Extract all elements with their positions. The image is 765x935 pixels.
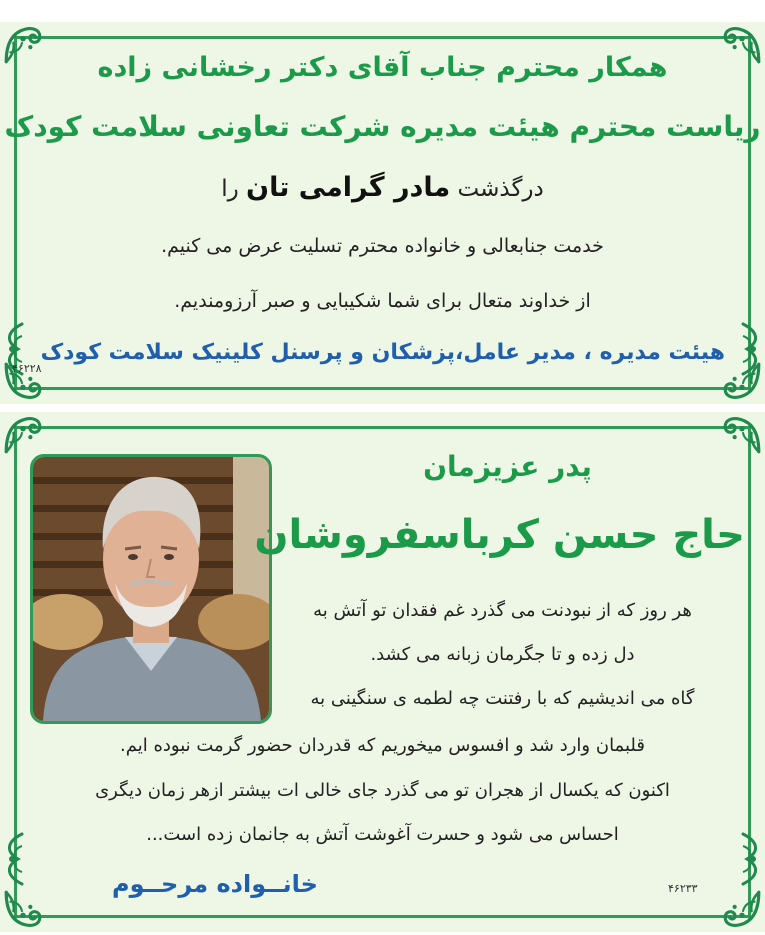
condolence-notice-1	[0, 22, 765, 404]
notice-1-signature: هیئت مدیره ، مدیر عامل،پزشکان و پرسنل کلینیک سلامت کودک	[40, 340, 725, 365]
body-line: احساس می شود و حسرت آغوشت آتش به جانمان زده است...	[146, 824, 619, 845]
body-line: اکنون که یکسال از هجران تو می گذرد جای خالی ات بیشتر ازهر زمان دیگری	[95, 780, 670, 801]
floral-side-icon	[737, 322, 765, 376]
line-3-prefix: درگذشت	[457, 176, 544, 202]
body-line: قلبمان وارد شد و افسوس میخوریم که قدردان حضور گرمت نبوده ایم.	[120, 735, 645, 756]
notice-1-line-3	[0, 172, 765, 203]
notice-1-line-1: همکار محترم جناب آقای دکتر رخشانی زاده	[97, 52, 668, 83]
memorial-notice-2	[0, 412, 765, 932]
floral-corner-icon	[721, 888, 763, 930]
body-line: دل زده و تا جگرمان زبانه می کشد.	[370, 644, 635, 665]
notice-1-line-4: خدمت جنابعالی و خانواده محترم تسلیت عرض می کنیم.	[161, 235, 604, 257]
notice-1-frame	[14, 36, 751, 390]
notice-1-line-5: از خداوند متعال برای شما شکیبایی و صبر آرزومندیم.	[174, 290, 591, 312]
floral-side-icon	[737, 832, 765, 886]
notice-1-code: ۴۶۲۲۸	[12, 362, 42, 375]
line-3-bold: مادر گرامی تان	[246, 172, 451, 203]
notice-1-line-2: ریاست محترم هیئت مدیره شرکت تعاونی سلامت کودک	[4, 110, 761, 143]
floral-side-icon	[0, 832, 28, 886]
floral-corner-icon	[2, 414, 44, 456]
notice-2-heading: پدر عزیزمان	[423, 450, 592, 483]
body-line: هر روز که از نبودنت می گذرد غم فقدان تو آتش به	[313, 600, 692, 621]
portrait-photo	[30, 454, 272, 724]
notice-2-signature: خانــواده مرحــوم	[112, 870, 318, 898]
notice-2-code: ۴۶۲۳۳	[668, 882, 698, 895]
deceased-name: حاج حسن کرباسفروشان	[254, 512, 745, 558]
line-3-suffix: را	[221, 176, 239, 202]
floral-corner-icon	[2, 888, 44, 930]
body-line: گاه می اندیشیم که با رفتنت چه لطمه ی سنگینی به	[310, 688, 695, 709]
